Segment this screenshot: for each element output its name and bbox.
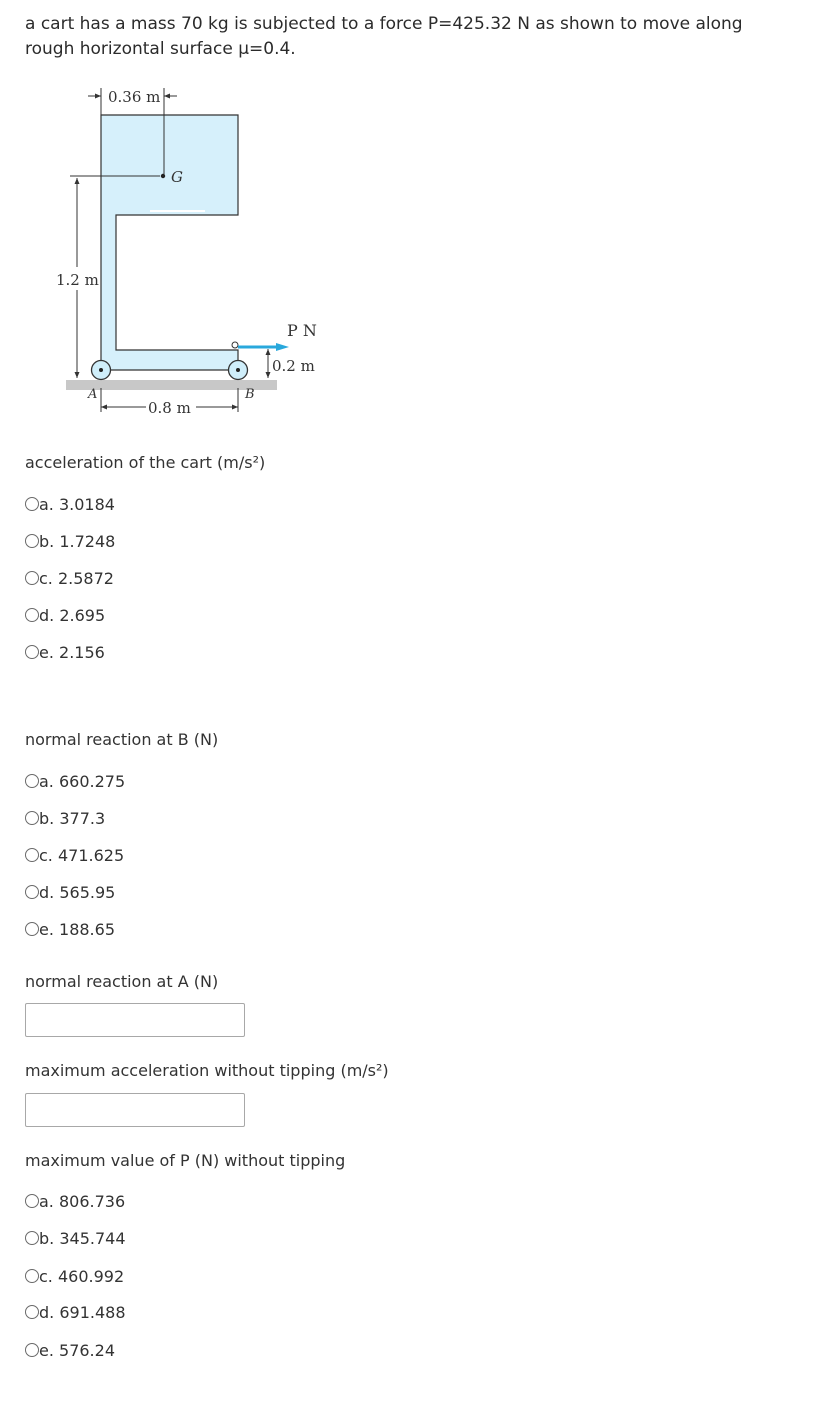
radio-icon[interactable] <box>25 1305 39 1319</box>
label-a: A <box>88 387 98 402</box>
dimension-force-height-label: 0.2 m <box>272 357 315 375</box>
wheel-b-icon <box>229 361 248 380</box>
answer-option[interactable]: c. 460.992 <box>25 1265 124 1287</box>
question-label: normal reaction at B (N) <box>25 730 219 749</box>
label-force: P N <box>287 321 317 340</box>
radio-icon[interactable] <box>25 1343 39 1357</box>
radio-icon[interactable] <box>25 1269 39 1283</box>
hitch-ring-icon <box>232 342 238 348</box>
answer-option[interactable]: e. 2.156 <box>25 641 105 663</box>
radio-icon[interactable] <box>25 848 39 862</box>
radio-icon[interactable] <box>25 885 39 899</box>
radio-icon[interactable] <box>25 922 39 936</box>
answer-option[interactable]: b. 1.7248 <box>25 530 115 552</box>
radio-icon[interactable] <box>25 571 39 585</box>
radio-icon[interactable] <box>25 811 39 825</box>
answer-option[interactable]: d. 2.695 <box>25 604 105 626</box>
label-g: G <box>171 168 183 186</box>
radio-icon[interactable] <box>25 645 39 659</box>
answer-option[interactable]: d. 691.488 <box>25 1301 126 1323</box>
answer-option[interactable]: b. 345.744 <box>25 1227 126 1249</box>
question-label: acceleration of the cart (m/s²) <box>25 453 266 472</box>
question-label: maximum value of P (N) without tipping <box>25 1151 346 1170</box>
answer-option[interactable]: c. 471.625 <box>25 844 124 866</box>
dimension-left-label: 1.2 m <box>56 271 99 289</box>
question-label: maximum acceleration without tipping (m/s²) <box>25 1061 389 1080</box>
answer-option[interactable]: d. 565.95 <box>25 881 115 903</box>
center-of-gravity-dot <box>161 174 165 178</box>
answer-option[interactable]: e. 576.24 <box>25 1339 115 1361</box>
label-b: B <box>245 387 255 402</box>
radio-icon[interactable] <box>25 608 39 622</box>
question-label: normal reaction at A (N) <box>25 972 219 991</box>
problem-statement: a cart has a mass 70 kg is subjected to a force P=425.32 N as shown to move along rough horizontal surface μ=0.4. <box>25 14 743 59</box>
radio-icon[interactable] <box>25 1231 39 1245</box>
wheel-a-icon <box>92 361 111 380</box>
dimension-top-label: 0.36 m <box>108 88 161 106</box>
answer-option[interactable]: b. 377.3 <box>25 807 105 829</box>
dimension-bottom-label: 0.8 m <box>148 399 191 417</box>
cart-diagram <box>40 78 350 428</box>
answer-option[interactable]: a. 806.736 <box>25 1190 125 1212</box>
max-acceleration-input[interactable] <box>25 1093 245 1127</box>
force-arrow-icon <box>238 343 289 351</box>
answer-option[interactable]: a. 3.0184 <box>25 493 115 515</box>
radio-icon[interactable] <box>25 1194 39 1208</box>
answer-option[interactable]: c. 2.5872 <box>25 567 114 589</box>
answer-option[interactable]: e. 188.65 <box>25 918 115 940</box>
cart-body <box>101 115 238 370</box>
radio-icon[interactable] <box>25 774 39 788</box>
radio-icon[interactable] <box>25 534 39 548</box>
radio-icon[interactable] <box>25 497 39 511</box>
normal-reaction-a-input[interactable] <box>25 1003 245 1037</box>
answer-option[interactable]: a. 660.275 <box>25 770 125 792</box>
